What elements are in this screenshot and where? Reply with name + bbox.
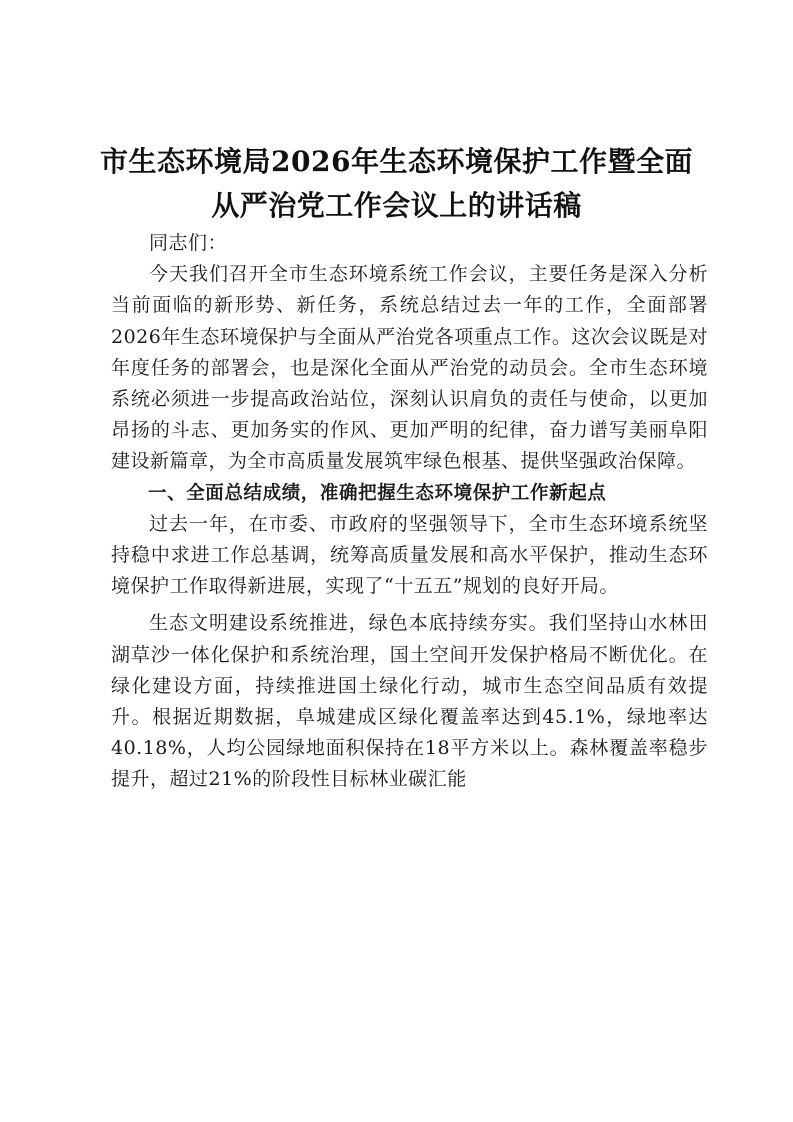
body-paragraph: 生态文明建设系统推进，绿色本底持续夯实。我们坚持山水林田湖草沙一体化保护和系统治理，国土空间开发保护格局不断优化。在绿化建设方面，持续推进国土绿化行动，城市生态空间品质有效提升。根据近期数据，阜城建成区绿化覆盖率达到45.1%，绿地率达40.18%，人均公园绿地面积保持在18平方米以上。森林覆盖率稳步提升，超过21%的阶段性目标林业碳汇能 xyxy=(111,612,708,791)
body-paragraph: 过去一年，在市委、市政府的坚强领导下，全市生态环境系统坚持稳中求进工作总基调，统筹高质量发展和高水平保护，推动生态环境保护工作取得新进展，实现了“十五五”规划的良好开局。 xyxy=(111,512,708,598)
salutation: 同志们： xyxy=(149,232,228,254)
document-title: 市生态环境局2026年生态环境保护工作暨全面从严治党工作会议上的讲话稿 xyxy=(100,145,693,222)
body-paragraph: 今天我们召开全市生态环境系统工作会议，主要任务是深入分析当前面临的新形势、新任务，系统总结过去一年的工作，全面部署2026年生态环境保护与全面从严治党各项重点工作。这次会议既是对年度任务的部署会，也是深化全面从严治党的动员会。全市生态环境系统必须进一步提高政治站位，深刻认识肩负的责任与使命，以更加昂扬的斗志、更加务实的作风、更加严明的纪律，奋力谱写美丽阜阳建设新篇章，为全市高质量发展筑牢绿色根基、提供坚强政治保障。 xyxy=(111,263,708,473)
section-heading: 一、全面总结成绩，准确把握生态环境保护工作新起点 xyxy=(148,482,607,504)
document-body xyxy=(111,228,708,796)
